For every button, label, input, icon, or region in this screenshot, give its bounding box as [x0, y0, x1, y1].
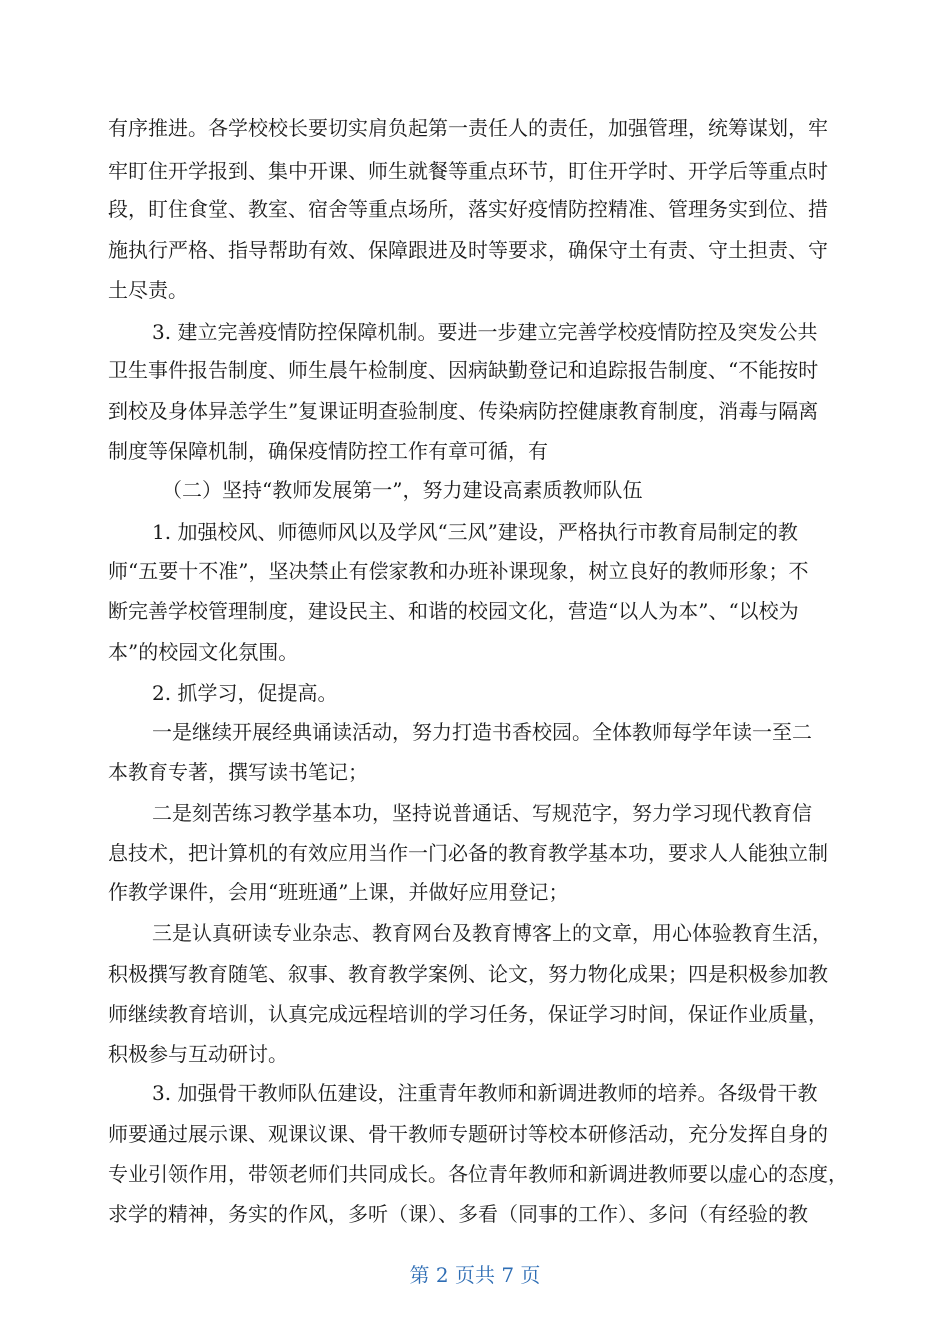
text-line: 一是继续开展经典诵读活动，努力打造书香校园。全体教师每学年读一至二 — [152, 720, 812, 744]
text-line: 积极参与互动研讨。 — [108, 1042, 288, 1066]
section-heading: （二）坚持“教师发展第一”，努力建设高素质教师队伍 — [162, 478, 643, 502]
text-line: 3. 加强骨干教师队伍建设，注重青年教师和新调进教师的培养。各级骨干教 — [152, 1081, 818, 1105]
text-line: 师继续教育培训，认真完成远程培训的学习任务，保证学习时间，保证作业质量， — [108, 1002, 828, 1026]
text-line: 断完善学校管理制度，建设民主、和谐的校园文化，营造“以人为本”、“以校为 — [108, 599, 799, 623]
text-line: 求学的精神，务实的作风，多听（课）、多看（同事的工作）、多问（有经验的教 — [108, 1202, 808, 1226]
text-line: 二是刻苦练习教学基本功，坚持说普通话、写规范字，努力学习现代教育信 — [152, 801, 812, 825]
text-line: 施执行严格、指导帮助有效、保障跟进及时等要求，确保守土有责、守土担责、守 — [108, 238, 828, 262]
page-number: 第 2 页共 7 页 — [409, 1263, 541, 1287]
text-line: 息技术，把计算机的有效应用当作一门必备的教育教学基本功，要求人人能独立制 — [108, 841, 828, 865]
text-line: 卫生事件报告制度、师生晨午检制度、因病缺勤登记和追踪报告制度、“不能按时 — [108, 358, 819, 382]
text-line: 师要通过展示课、观课议课、骨干教师专题研讨等校本研修活动，充分发挥自身的 — [108, 1122, 828, 1146]
text-line: 三是认真研读专业杂志、教育网台及教育博客上的文章，用心体验教育生活， — [152, 921, 832, 945]
text-line: 积极撰写教育随笔、叙事、教育教学案例、论文，努力物化成果；四是积极参加教 — [108, 962, 828, 986]
text-line: 制度等保障机制，确保疫情防控工作有章可循，有 — [108, 439, 548, 463]
text-line: 本”的校园文化氛围。 — [108, 640, 299, 664]
text-line: 有序推进。各学校校长要切实肩负起第一责任人的责任，加强管理，统筹谋划，牢 — [108, 116, 828, 140]
text-line: 段，盯住食堂、教室、宿舍等重点场所，落实好疫情防控精准、管理务实到位、措 — [108, 197, 828, 221]
text-line: 专业引领作用，带领老师们共同成长。各位青年教师和新调进教师要以虚心的态度， — [108, 1162, 848, 1186]
text-line: 本教育专著，撰写读书笔记； — [108, 760, 368, 784]
text-line: 土尽责。 — [108, 278, 188, 302]
text-line: 师“五要十不准”，坚决禁止有偿家教和办班补课现象，树立良好的教师形象；不 — [108, 559, 809, 583]
text-line: 到校及身体异恙学生”复课证明查验制度、传染病防控健康教育制度，消毒与隔离 — [108, 399, 819, 423]
text-line: 1. 加强校风、师德师风以及学风“三风”建设，严格执行市教育局制定的教 — [152, 520, 798, 544]
text-line: 作教学课件，会用“班班通”上课，并做好应用登记； — [108, 880, 569, 904]
text-line: 2. 抓学习，促提高。 — [152, 681, 338, 705]
text-line: 3. 建立完善疫情防控保障机制。要进一步建立完善学校疫情防控及突发公共 — [152, 320, 818, 344]
text-line: 牢盯住开学报到、集中开课、师生就餐等重点环节，盯住开学时、开学后等重点时 — [108, 159, 828, 183]
